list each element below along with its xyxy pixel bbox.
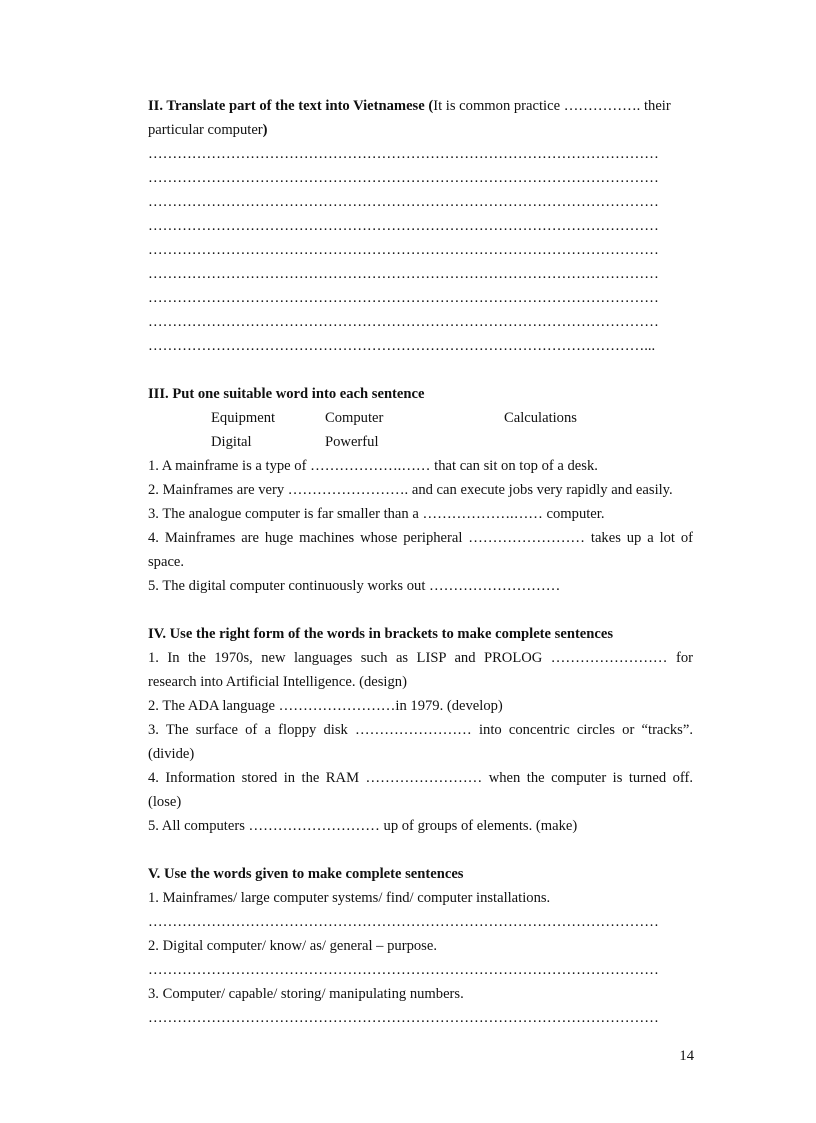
answer-line[interactable]: …………………………………………………………………………………………… bbox=[148, 218, 659, 234]
section-2-heading-bold: II. Translate part of the text into Vietnamese ( bbox=[148, 98, 434, 114]
exercise-item-continued: (lose) bbox=[148, 794, 182, 810]
section-2-heading-close: ) bbox=[262, 122, 268, 138]
word-bank-item: Digital bbox=[211, 434, 252, 450]
exercise-item: 4. Mainframes are huge machines whose peripheral …………………… takes up a lot of bbox=[148, 530, 693, 546]
word-bank-item: Powerful bbox=[325, 434, 379, 450]
exercise-item: 1. A mainframe is a type of ……………….…… that can sit on top of a desk. bbox=[148, 458, 598, 474]
answer-line[interactable]: …………………………………………………………………………………………… bbox=[148, 194, 659, 210]
answer-line[interactable]: …………………………………………………………………………………………… bbox=[148, 962, 659, 978]
exercise-item: 1. In the 1970s, new languages such as LISP and PROLOG …………………… for bbox=[148, 650, 693, 666]
word-bank-item: Computer bbox=[325, 410, 384, 426]
spacer bbox=[148, 598, 693, 622]
answer-line[interactable]: …………………………………………………………………………………………… bbox=[148, 242, 659, 258]
answer-line[interactable]: …………………………………………………………………………………………… bbox=[148, 170, 659, 186]
answer-line[interactable]: …………………………………………………………………………………………… bbox=[148, 290, 659, 306]
page-number: 14 bbox=[679, 1048, 694, 1064]
exercise-item: 2. Digital computer/ know/ as/ general – purpose. bbox=[148, 938, 437, 954]
answer-line[interactable]: …………………………………………………………………………………………… bbox=[148, 314, 659, 330]
word-bank-item: Equipment bbox=[211, 410, 276, 426]
exercise-item: 2. The ADA language ……………………in 1979. (develop) bbox=[148, 698, 503, 714]
spacer bbox=[148, 838, 693, 862]
exercise-item: 3. The analogue computer is far smaller than a ……………….…… computer. bbox=[148, 506, 605, 522]
exercise-item: 4. Information stored in the RAM …………………… when the computer is turned off. bbox=[148, 770, 693, 786]
section-2-heading-text: It is common practice ……………. their bbox=[433, 98, 671, 114]
answer-line[interactable]: …………………………………………………………………………………………… bbox=[148, 1010, 659, 1026]
word-bank bbox=[148, 406, 693, 454]
exercise-item-continued: research into Artificial Intelligence. (design) bbox=[148, 674, 407, 690]
answer-line[interactable]: …………………………………………………………………………………………… bbox=[148, 266, 659, 282]
worksheet-page bbox=[148, 94, 693, 1030]
exercise-item: 2. Mainframes are very ……………………. and can execute jobs very rapidly and easily. bbox=[148, 482, 673, 498]
section-2-heading-line2: particular computer bbox=[148, 122, 263, 138]
exercise-item: 5. The digital computer continuously works out ……………………… bbox=[148, 578, 561, 594]
section-4-heading: IV. Use the right form of the words in brackets to make complete sentences bbox=[148, 626, 614, 642]
spacer bbox=[148, 358, 693, 382]
exercise-item: 5. All computers ……………………… up of groups of elements. (make) bbox=[148, 818, 578, 834]
section-2-heading-continued bbox=[148, 118, 693, 142]
answer-line[interactable]: …………………………………………………………………………………………... bbox=[148, 338, 656, 354]
exercise-item-continued: space. bbox=[148, 554, 185, 570]
section-5-heading: V. Use the words given to make complete sentences bbox=[148, 866, 464, 882]
exercise-item: 3. The surface of a floppy disk …………………… into concentric circles or “tracks”. bbox=[148, 722, 693, 738]
section-3-heading: III. Put one suitable word into each sentence bbox=[148, 386, 425, 402]
exercise-item: 3. Computer/ capable/ storing/ manipulating numbers. bbox=[148, 986, 464, 1002]
section-2-heading bbox=[148, 94, 693, 118]
exercise-item: 1. Mainframes/ large computer systems/ find/ computer installations. bbox=[148, 890, 551, 906]
exercise-item-continued: (divide) bbox=[148, 746, 195, 762]
answer-line[interactable]: …………………………………………………………………………………………… bbox=[148, 914, 659, 930]
word-bank-item: Calculations bbox=[504, 410, 577, 426]
answer-line[interactable]: …………………………………………………………………………………………… bbox=[148, 146, 659, 162]
